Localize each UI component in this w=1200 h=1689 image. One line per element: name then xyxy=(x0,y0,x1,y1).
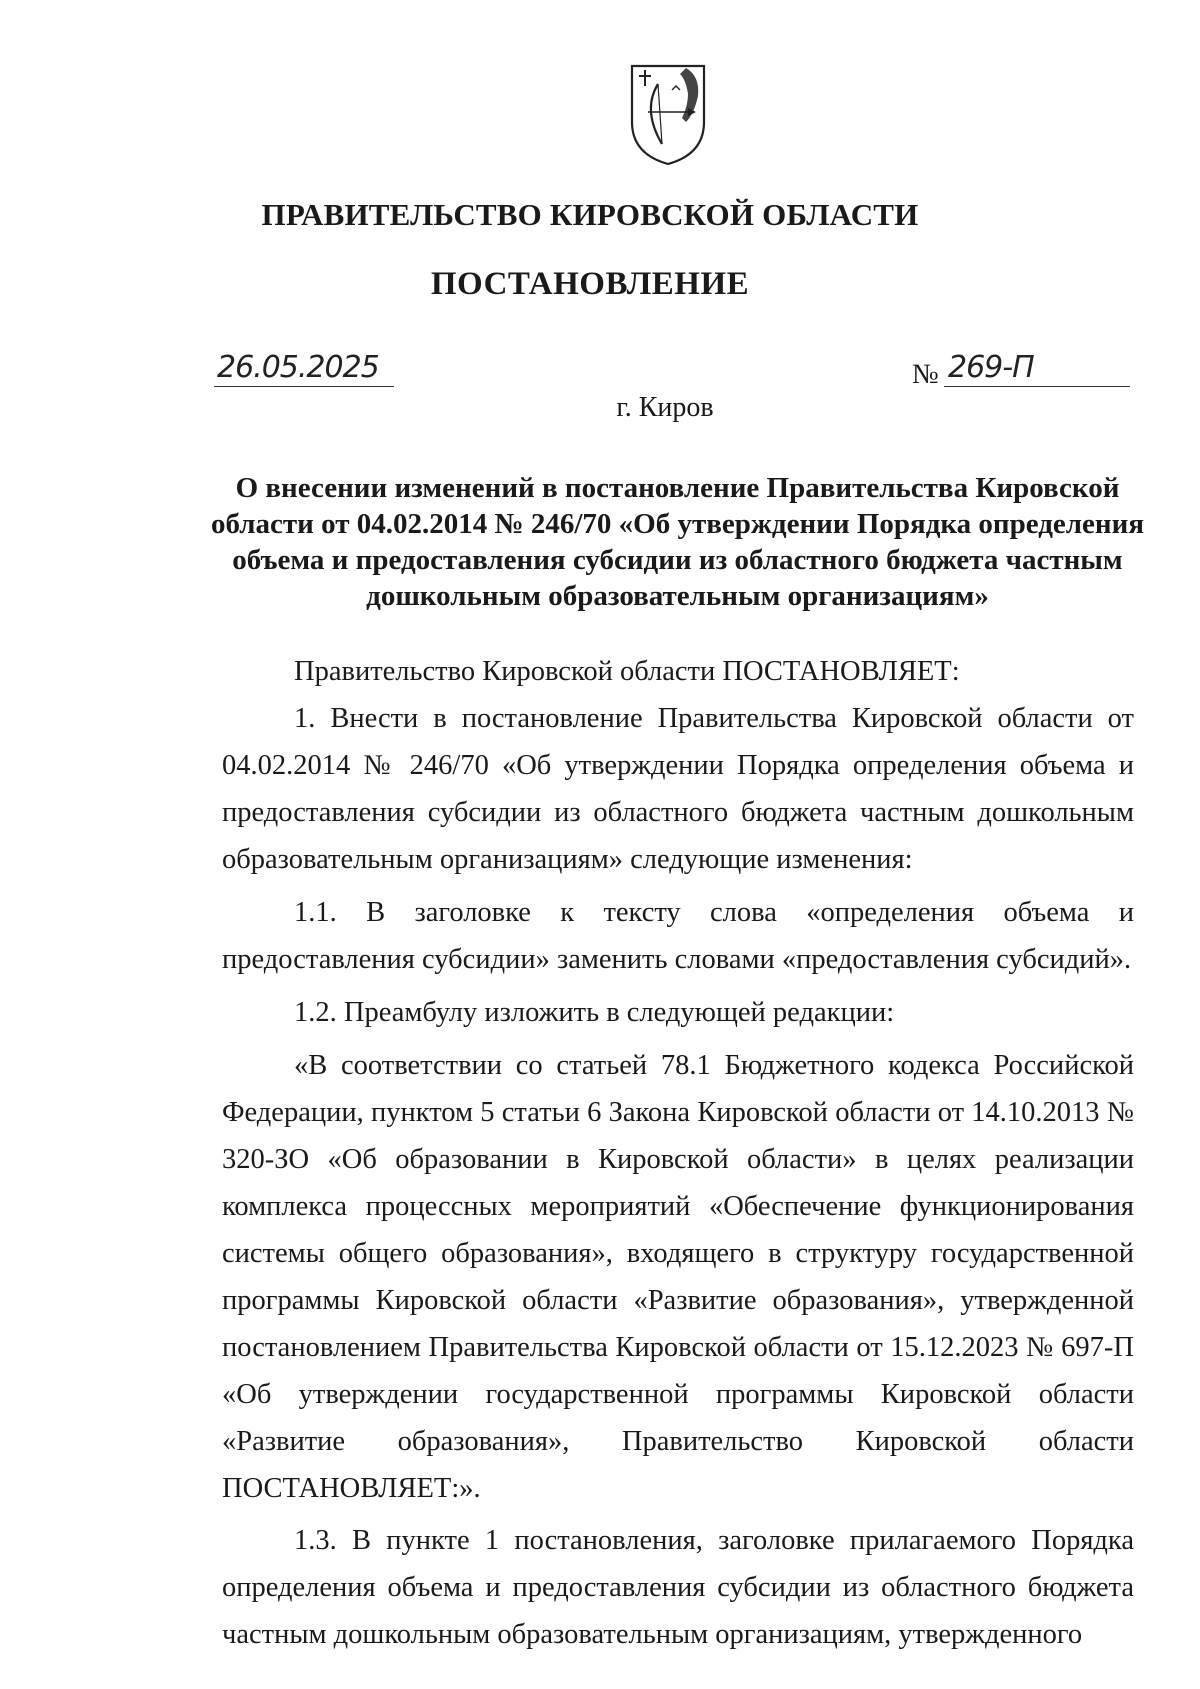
paragraph-1: 1. Внести в постановление Правительства Кировской области от 04.02.2014 № 246/70 «Об утверждении Порядка определения объема и предоставления субсидии из областного бюджета частным дошкольным образовательным организациям» следующие изменения: xyxy=(222,703,1134,875)
paragraph-preamble: «В соответствии со статьей 78.1 Бюджетного кодекса Российской Федерации, пунктом 5 статьи 6 Закона Кировской области от 14.10.2013 № 320-ЗО «Об образовании в Кировской области» в целях реализации комплекса процессных мероприятий «Обеспечение функционирования системы общего образования», входящего в структуру государственной программы Кировской области «Развитие образования», утвержденной постановлением Правительства Кировской области от 15.12.2023 № 697-П «Об утверждении государственной программы Кировской области «Развитие образования», Правительство Кировской области ПОСТАНОВЛЯЕТ:». xyxy=(222,1050,1134,1504)
city: г. Киров xyxy=(616,392,714,423)
document-date: 26.05.2025 xyxy=(217,350,379,385)
paragraph-1-2: 1.2. Преамбулу изложить в следующей редакции: xyxy=(294,997,895,1028)
number-underline xyxy=(944,386,1130,387)
paragraph-1-1: 1.1. В заголовке к тексту слова «определения объема и предоставления субсидии» заменить словами «предоставления субсидий». xyxy=(222,897,1134,975)
date-underline xyxy=(214,386,394,387)
document-number: 269-П xyxy=(948,350,1034,385)
document-type: ПОСТАНОВЛЕНИЕ xyxy=(430,266,750,302)
number-label: № xyxy=(912,359,939,390)
paragraph-intro: Правительство Кировской области ПОСТАНОВЛЯЕТ: xyxy=(294,656,960,687)
paragraph-1-3: 1.3. В пункте 1 постановления, заголовке прилагаемого Порядка определения объема и предоставления субсидии из областного бюджета частным дошкольным образовательным организациям, утвержденного xyxy=(222,1525,1134,1650)
kirov-region-coat-of-arms-icon xyxy=(628,62,708,168)
document-subject: О внесении изменений в постановление Правительства Кировской области от 04.02.2014 № 246/70 «Об утверждении Порядка определения объема и предоставления субсидии из областного бюджета частным дошкольным образовательным организациям» xyxy=(210,472,1145,612)
government-name: ПРАВИТЕЛЬСТВО КИРОВСКОЙ ОБЛАСТИ xyxy=(261,197,919,232)
document-body xyxy=(222,648,1134,1658)
